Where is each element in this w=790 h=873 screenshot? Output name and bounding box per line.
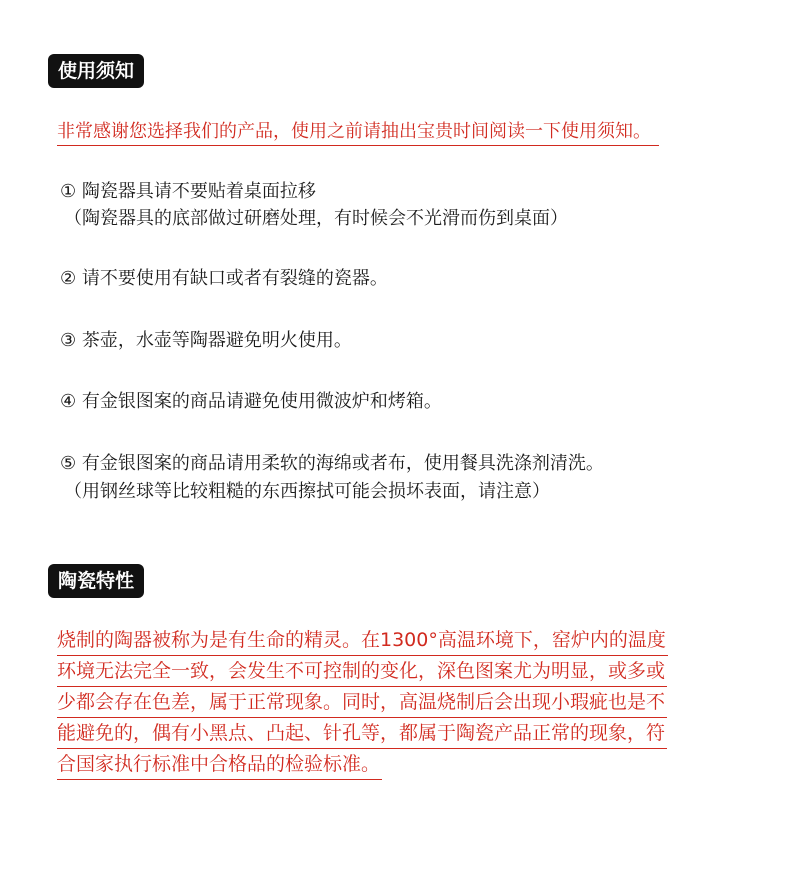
paragraph-line: 合国家执行标准中合格品的检验标准。 — [57, 749, 757, 780]
usage-item-5: ⑤ 有金银图案的商品请用柔软的海绵或者布，使用餐具洗涤剂清洗。 — [60, 453, 604, 474]
paragraph-line: 能避免的，偶有小黑点、凸起、针孔等，都属于陶瓷产品正常的现象，符 — [57, 718, 757, 749]
paragraph-line: 少都会存在色差，属于正常现象。同时，高温烧制后会出现小瑕疵也是不 — [57, 687, 757, 718]
usage-item-1: ① 陶瓷器具请不要贴着桌面拉移 — [60, 181, 316, 202]
section-title-usage: 使用须知 — [48, 54, 144, 88]
section-title-ceramic-properties: 陶瓷特性 — [48, 564, 144, 598]
usage-intro: 非常感谢您选择我们的产品，使用之前请抽出宝贵时间阅读一下使用须知。 — [57, 118, 659, 146]
usage-item-2: ② 请不要使用有缺口或者有裂缝的瓷器。 — [60, 268, 388, 289]
paragraph-line: 环境无法完全一致，会发生不可控制的变化，深色图案尤为明显，或多或 — [57, 656, 757, 687]
usage-item-5-note: （用钢丝球等比较粗糙的东西擦拭可能会损坏表面，请注意） — [64, 481, 550, 502]
paragraph-line: 烧制的陶器被称为是有生命的精灵。在1300°高温环境下，窑炉内的温度 — [57, 625, 757, 656]
ceramic-properties-paragraph — [57, 625, 757, 780]
usage-item-4: ④ 有金银图案的商品请避免使用微波炉和烤箱。 — [60, 391, 442, 412]
usage-item-3: ③ 茶壶，水壶等陶器避免明火使用。 — [60, 330, 352, 351]
usage-item-1-note: （陶瓷器具的底部做过研磨处理，有时候会不光滑而伤到桌面） — [64, 208, 568, 229]
